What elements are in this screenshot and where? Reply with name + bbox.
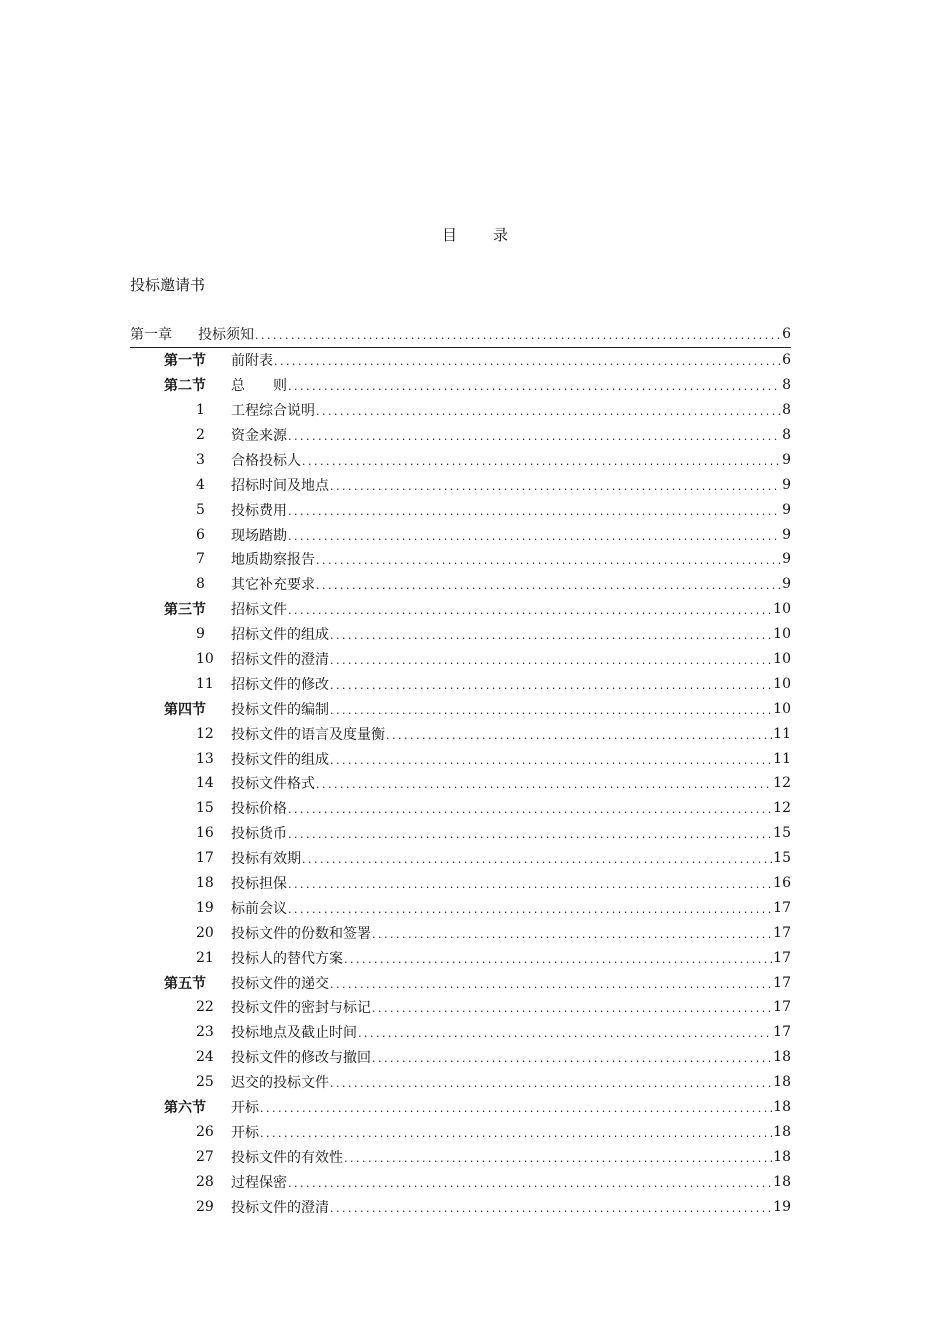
toc-entry-label: 迟交的投标文件 bbox=[231, 1075, 329, 1092]
toc-entry-label: 合格投标人 bbox=[231, 452, 301, 469]
toc-entry-page-number: 18 bbox=[773, 1173, 791, 1190]
toc-entry-number: 27 bbox=[196, 1148, 214, 1165]
toc-entry-label: 招标文件 bbox=[231, 602, 287, 619]
toc-entry-item[interactable] bbox=[130, 1144, 791, 1169]
toc-entry-section[interactable] bbox=[130, 373, 791, 398]
toc-entry-page-number: 9 bbox=[782, 576, 791, 593]
toc-entry-item[interactable] bbox=[130, 547, 791, 572]
dot-leader bbox=[316, 405, 781, 419]
dot-leader bbox=[344, 953, 772, 967]
table-of-contents bbox=[130, 322, 791, 1219]
toc-entry-page-number: 18 bbox=[773, 1049, 791, 1066]
toc-entry-number: 第一章 bbox=[130, 327, 172, 344]
toc-entry-label: 投标文件的语言及度量衡 bbox=[231, 726, 385, 743]
toc-entry-label: 开标 bbox=[231, 1100, 259, 1117]
title-char-left: 目 bbox=[441, 226, 457, 244]
toc-entry-page-number: 12 bbox=[773, 800, 791, 817]
toc-entry-label: 投标文件格式 bbox=[231, 776, 315, 793]
toc-entry-number: 1 bbox=[196, 402, 205, 419]
toc-entry-item[interactable] bbox=[130, 746, 791, 771]
toc-entry-number: 4 bbox=[196, 476, 205, 493]
toc-entry-label: 现场踏勘 bbox=[231, 527, 287, 544]
dot-leader bbox=[372, 1002, 772, 1016]
toc-entry-page-number: 12 bbox=[773, 775, 791, 792]
toc-entry-number: 29 bbox=[196, 1198, 214, 1215]
dot-leader bbox=[372, 928, 772, 942]
toc-entry-page-number: 10 bbox=[773, 700, 791, 717]
toc-entry-item[interactable] bbox=[130, 671, 791, 696]
toc-entry-label: 投标有效期 bbox=[231, 851, 301, 868]
toc-entry-number: 24 bbox=[196, 1049, 214, 1066]
toc-entry-page-number: 8 bbox=[782, 402, 791, 419]
toc-entry-number: 25 bbox=[196, 1074, 214, 1091]
toc-entry-number: 3 bbox=[196, 451, 205, 468]
toc-entry-label: 投标文件的澄清 bbox=[231, 1199, 329, 1216]
toc-entry-item[interactable] bbox=[130, 846, 791, 871]
toc-entry-item[interactable] bbox=[130, 945, 791, 970]
toc-entry-number: 21 bbox=[196, 949, 214, 966]
toc-entry-item[interactable] bbox=[130, 995, 791, 1020]
toc-entry-number: 第五节 bbox=[164, 975, 206, 992]
toc-entry-label: 投标费用 bbox=[231, 502, 287, 519]
toc-entry-page-number: 6 bbox=[782, 326, 791, 343]
toc-entry-label: 投标须知 bbox=[198, 327, 254, 344]
toc-entry-label: 投标人的替代方案 bbox=[231, 950, 343, 967]
toc-entry-page-number: 11 bbox=[773, 725, 791, 742]
dot-leader bbox=[330, 704, 772, 718]
dot-leader bbox=[288, 380, 781, 394]
toc-entry-page-number: 17 bbox=[773, 999, 791, 1016]
toc-entry-item[interactable] bbox=[130, 522, 791, 547]
toc-entry-item[interactable] bbox=[130, 647, 791, 672]
toc-entry-item[interactable] bbox=[130, 1070, 791, 1095]
dot-leader bbox=[288, 604, 772, 618]
toc-entry-item[interactable] bbox=[130, 920, 791, 945]
dot-leader bbox=[288, 505, 781, 519]
toc-entry-label: 投标货币 bbox=[231, 826, 287, 843]
toc-entry-item[interactable] bbox=[130, 821, 791, 846]
dot-leader bbox=[288, 878, 772, 892]
toc-entry-label: 投标文件的修改与撤回 bbox=[231, 1050, 371, 1067]
title-char-right: 录 bbox=[493, 226, 509, 244]
dot-leader bbox=[330, 1077, 772, 1091]
toc-entry-chapter[interactable] bbox=[130, 322, 791, 348]
toc-entry-label: 投标地点及截止时间 bbox=[231, 1025, 357, 1042]
dot-leader bbox=[330, 1202, 772, 1216]
toc-entry-page-number: 11 bbox=[773, 750, 791, 767]
toc-entry-section[interactable] bbox=[130, 696, 791, 721]
page-title bbox=[0, 224, 950, 245]
toc-entry-page-number: 18 bbox=[773, 1099, 791, 1116]
toc-entry-number: 第三节 bbox=[164, 602, 206, 619]
toc-entry-page-number: 19 bbox=[773, 1198, 791, 1215]
toc-entry-item[interactable] bbox=[130, 1169, 791, 1194]
toc-entry-number: 20 bbox=[196, 924, 214, 941]
dot-leader bbox=[288, 1177, 772, 1191]
toc-entry-item[interactable] bbox=[130, 398, 791, 423]
toc-entry-item[interactable] bbox=[130, 497, 791, 522]
toc-entry-label: 总 则 bbox=[231, 378, 287, 395]
toc-entry-number: 第四节 bbox=[164, 701, 206, 718]
toc-entry-number: 第六节 bbox=[164, 1100, 206, 1117]
toc-entry-number: 7 bbox=[196, 551, 205, 568]
toc-entry-section[interactable] bbox=[130, 1095, 791, 1120]
toc-entry-label: 其它补充要求 bbox=[231, 577, 315, 594]
toc-entry-page-number: 18 bbox=[773, 1123, 791, 1140]
toc-entry-item[interactable] bbox=[130, 622, 791, 647]
toc-entry-item[interactable] bbox=[130, 1020, 791, 1045]
toc-entry-number: 第二节 bbox=[164, 378, 206, 395]
toc-entry-item[interactable] bbox=[130, 1045, 791, 1070]
dot-leader bbox=[316, 579, 781, 593]
toc-entry-number: 第一节 bbox=[164, 353, 206, 370]
toc-entry-label: 招标文件的澄清 bbox=[231, 652, 329, 669]
toc-entry-number: 14 bbox=[196, 775, 214, 792]
toc-entry-label: 投标文件的有效性 bbox=[231, 1149, 343, 1166]
toc-entry-number: 8 bbox=[196, 576, 205, 593]
toc-entry-label: 开标 bbox=[231, 1124, 259, 1141]
toc-entry-number: 5 bbox=[196, 501, 205, 518]
toc-entry-page-number: 8 bbox=[782, 377, 791, 394]
dot-leader bbox=[386, 729, 772, 743]
dot-leader bbox=[358, 1027, 772, 1041]
toc-entry-number: 26 bbox=[196, 1123, 214, 1140]
toc-entry-number: 22 bbox=[196, 999, 214, 1016]
toc-entry-number: 13 bbox=[196, 750, 214, 767]
toc-entry-page-number: 9 bbox=[782, 476, 791, 493]
toc-entry-page-number: 10 bbox=[773, 675, 791, 692]
toc-entry-page-number: 18 bbox=[773, 1148, 791, 1165]
toc-entry-label: 投标文件的编制 bbox=[231, 701, 329, 718]
toc-entry-section[interactable] bbox=[130, 348, 791, 373]
toc-entry-page-number: 17 bbox=[773, 899, 791, 916]
toc-entry-label: 投标价格 bbox=[231, 801, 287, 818]
toc-entry-number: 10 bbox=[196, 651, 214, 668]
dot-leader bbox=[330, 679, 772, 693]
toc-entry-item[interactable] bbox=[130, 771, 791, 796]
toc-entry-item[interactable] bbox=[130, 472, 791, 497]
toc-entry-page-number: 9 bbox=[782, 551, 791, 568]
dot-leader bbox=[302, 853, 772, 867]
toc-entry-number: 23 bbox=[196, 1024, 214, 1041]
toc-entry-label: 投标文件的份数和签署 bbox=[231, 925, 371, 942]
toc-entry-label: 标前会议 bbox=[231, 900, 287, 917]
toc-entry-item[interactable] bbox=[130, 1120, 791, 1145]
dot-leader bbox=[372, 1052, 772, 1066]
toc-entry-label: 招标时间及地点 bbox=[231, 477, 329, 494]
toc-entry-label: 招标文件的组成 bbox=[231, 627, 329, 644]
toc-entry-page-number: 15 bbox=[773, 825, 791, 842]
toc-entry-page-number: 17 bbox=[773, 1024, 791, 1041]
toc-entry-item[interactable] bbox=[130, 895, 791, 920]
dot-leader bbox=[330, 754, 772, 768]
toc-entry-page-number: 10 bbox=[773, 626, 791, 643]
toc-entry-label: 前附表 bbox=[231, 353, 273, 370]
dot-leader bbox=[288, 828, 772, 842]
toc-entry-label: 投标文件的递交 bbox=[231, 975, 329, 992]
toc-entry-item[interactable] bbox=[130, 871, 791, 896]
dot-leader bbox=[330, 629, 772, 643]
dot-leader bbox=[316, 778, 772, 792]
toc-entry-section[interactable] bbox=[130, 597, 791, 622]
toc-entry-number: 28 bbox=[196, 1173, 214, 1190]
dot-leader bbox=[288, 803, 772, 817]
dot-leader bbox=[274, 355, 781, 369]
toc-entry-number: 12 bbox=[196, 725, 214, 742]
toc-entry-page-number: 10 bbox=[773, 651, 791, 668]
toc-entry-item[interactable] bbox=[130, 572, 791, 597]
toc-entry-number: 16 bbox=[196, 825, 214, 842]
dot-leader bbox=[330, 480, 781, 494]
toc-entry-page-number: 18 bbox=[773, 1074, 791, 1091]
toc-entry-page-number: 15 bbox=[773, 850, 791, 867]
toc-entry-page-number: 9 bbox=[782, 451, 791, 468]
toc-entry-number: 17 bbox=[196, 850, 214, 867]
invitation-heading: 投标邀请书 bbox=[130, 276, 206, 294]
toc-entry-page-number: 9 bbox=[782, 501, 791, 518]
toc-entry-number: 18 bbox=[196, 875, 214, 892]
toc-entry-label: 投标担保 bbox=[231, 876, 287, 893]
toc-entry-item[interactable] bbox=[130, 447, 791, 472]
toc-entry-page-number: 17 bbox=[773, 949, 791, 966]
toc-entry-section[interactable] bbox=[130, 970, 791, 995]
toc-entry-label: 资金来源 bbox=[231, 428, 287, 444]
dot-leader bbox=[288, 903, 772, 917]
toc-entry-label: 工程综合说明 bbox=[231, 403, 315, 420]
dot-leader bbox=[288, 430, 781, 444]
toc-entry-item[interactable] bbox=[130, 796, 791, 821]
dot-leader bbox=[260, 1102, 772, 1116]
toc-entry-item[interactable] bbox=[130, 1194, 791, 1219]
dot-leader bbox=[288, 530, 781, 544]
dot-leader bbox=[302, 455, 781, 469]
toc-entry-item[interactable] bbox=[130, 721, 791, 746]
toc-entry-number: 2 bbox=[196, 427, 205, 443]
toc-entry-label: 招标文件的修改 bbox=[231, 676, 329, 693]
toc-entry-number: 9 bbox=[196, 626, 205, 643]
toc-entry-label: 过程保密 bbox=[231, 1174, 287, 1191]
toc-entry-number: 19 bbox=[196, 899, 214, 916]
dot-leader bbox=[344, 1152, 772, 1166]
toc-entry-page-number: 9 bbox=[782, 526, 791, 543]
dot-leader bbox=[260, 1127, 772, 1141]
dot-leader bbox=[330, 654, 772, 668]
toc-entry-page-number: 17 bbox=[773, 924, 791, 941]
toc-entry-label: 投标文件的组成 bbox=[231, 751, 329, 768]
toc-entry-number: 11 bbox=[196, 675, 214, 692]
toc-entry-page-number: 10 bbox=[773, 601, 791, 618]
toc-entry-page-number: 16 bbox=[773, 875, 791, 892]
toc-entry-page-number: 8 bbox=[782, 427, 791, 443]
dot-leader bbox=[330, 978, 772, 992]
toc-entry-label: 地质勘察报告 bbox=[231, 552, 315, 569]
toc-entry-item[interactable] bbox=[130, 423, 791, 448]
toc-entry-number: 6 bbox=[196, 526, 205, 543]
dot-leader bbox=[316, 554, 781, 568]
toc-entry-page-number: 6 bbox=[782, 352, 791, 369]
toc-entry-number: 15 bbox=[196, 800, 214, 817]
toc-entry-page-number: 17 bbox=[773, 974, 791, 991]
toc-entry-label: 投标文件的密封与标记 bbox=[231, 1000, 371, 1017]
dot-leader bbox=[255, 329, 781, 343]
